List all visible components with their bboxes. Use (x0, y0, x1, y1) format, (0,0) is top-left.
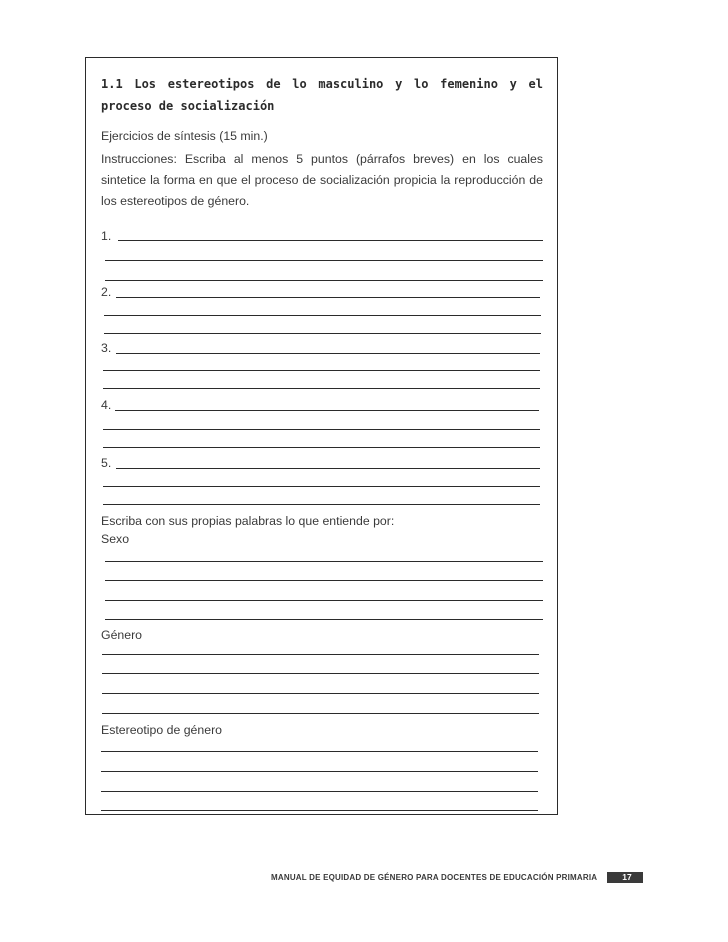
section-title: 1.1 Los estereotipos de lo masculino y lo femenino y el proceso de socialización (101, 77, 543, 113)
answer-line[interactable] (102, 713, 539, 714)
answer-line[interactable] (103, 504, 540, 505)
term-genero: Género (101, 628, 143, 642)
item-number-1: 1. (101, 229, 112, 243)
page-number-box (607, 872, 643, 883)
answer-line[interactable] (101, 810, 538, 811)
answer-line[interactable] (105, 280, 543, 281)
answer-line[interactable] (103, 486, 540, 487)
answer-line[interactable] (102, 693, 539, 694)
answer-line[interactable] (105, 600, 543, 601)
instructions-text: Instrucciones: Escriba al menos 5 puntos (párrafos breves) en los cuales sintetice la forma en que el proceso de socialización propicia la reproducción de los estereotipos de género. (101, 152, 543, 208)
answer-line[interactable] (116, 353, 540, 354)
item-number-3: 3. (101, 341, 112, 355)
exercise-heading: Ejercicios de síntesis (15 min.) (101, 129, 268, 143)
definitions-prompt: Escriba con sus propias palabras lo que entiende por: (101, 514, 395, 528)
answer-line[interactable] (102, 673, 539, 674)
page-number: 17 (622, 872, 632, 882)
answer-line[interactable] (101, 771, 538, 772)
answer-line[interactable] (104, 315, 541, 316)
answer-line[interactable] (115, 410, 539, 411)
item-number-4: 4. (101, 398, 112, 412)
answer-line[interactable] (101, 751, 538, 752)
answer-line[interactable] (118, 240, 543, 241)
answer-line[interactable] (116, 297, 540, 298)
answer-line[interactable] (103, 388, 540, 389)
answer-line[interactable] (102, 654, 539, 655)
answer-line[interactable] (103, 429, 540, 430)
answer-line[interactable] (116, 468, 540, 469)
item-number-5: 5. (101, 456, 112, 470)
answer-line[interactable] (103, 370, 540, 371)
answer-line[interactable] (104, 333, 541, 334)
answer-line[interactable] (103, 447, 540, 448)
term-estereotipo-de-genero: Estereotipo de género (101, 723, 223, 737)
answer-line[interactable] (101, 791, 538, 792)
answer-line[interactable] (105, 619, 543, 620)
term-sexo: Sexo (101, 532, 130, 546)
footer-title: MANUAL DE EQUIDAD DE GÉNERO PARA DOCENTES DE EDUCACIÓN PRIMARIA (271, 873, 598, 882)
answer-line[interactable] (105, 260, 543, 261)
item-number-2: 2. (101, 285, 112, 299)
answer-line[interactable] (105, 561, 543, 562)
answer-line[interactable] (105, 580, 543, 581)
